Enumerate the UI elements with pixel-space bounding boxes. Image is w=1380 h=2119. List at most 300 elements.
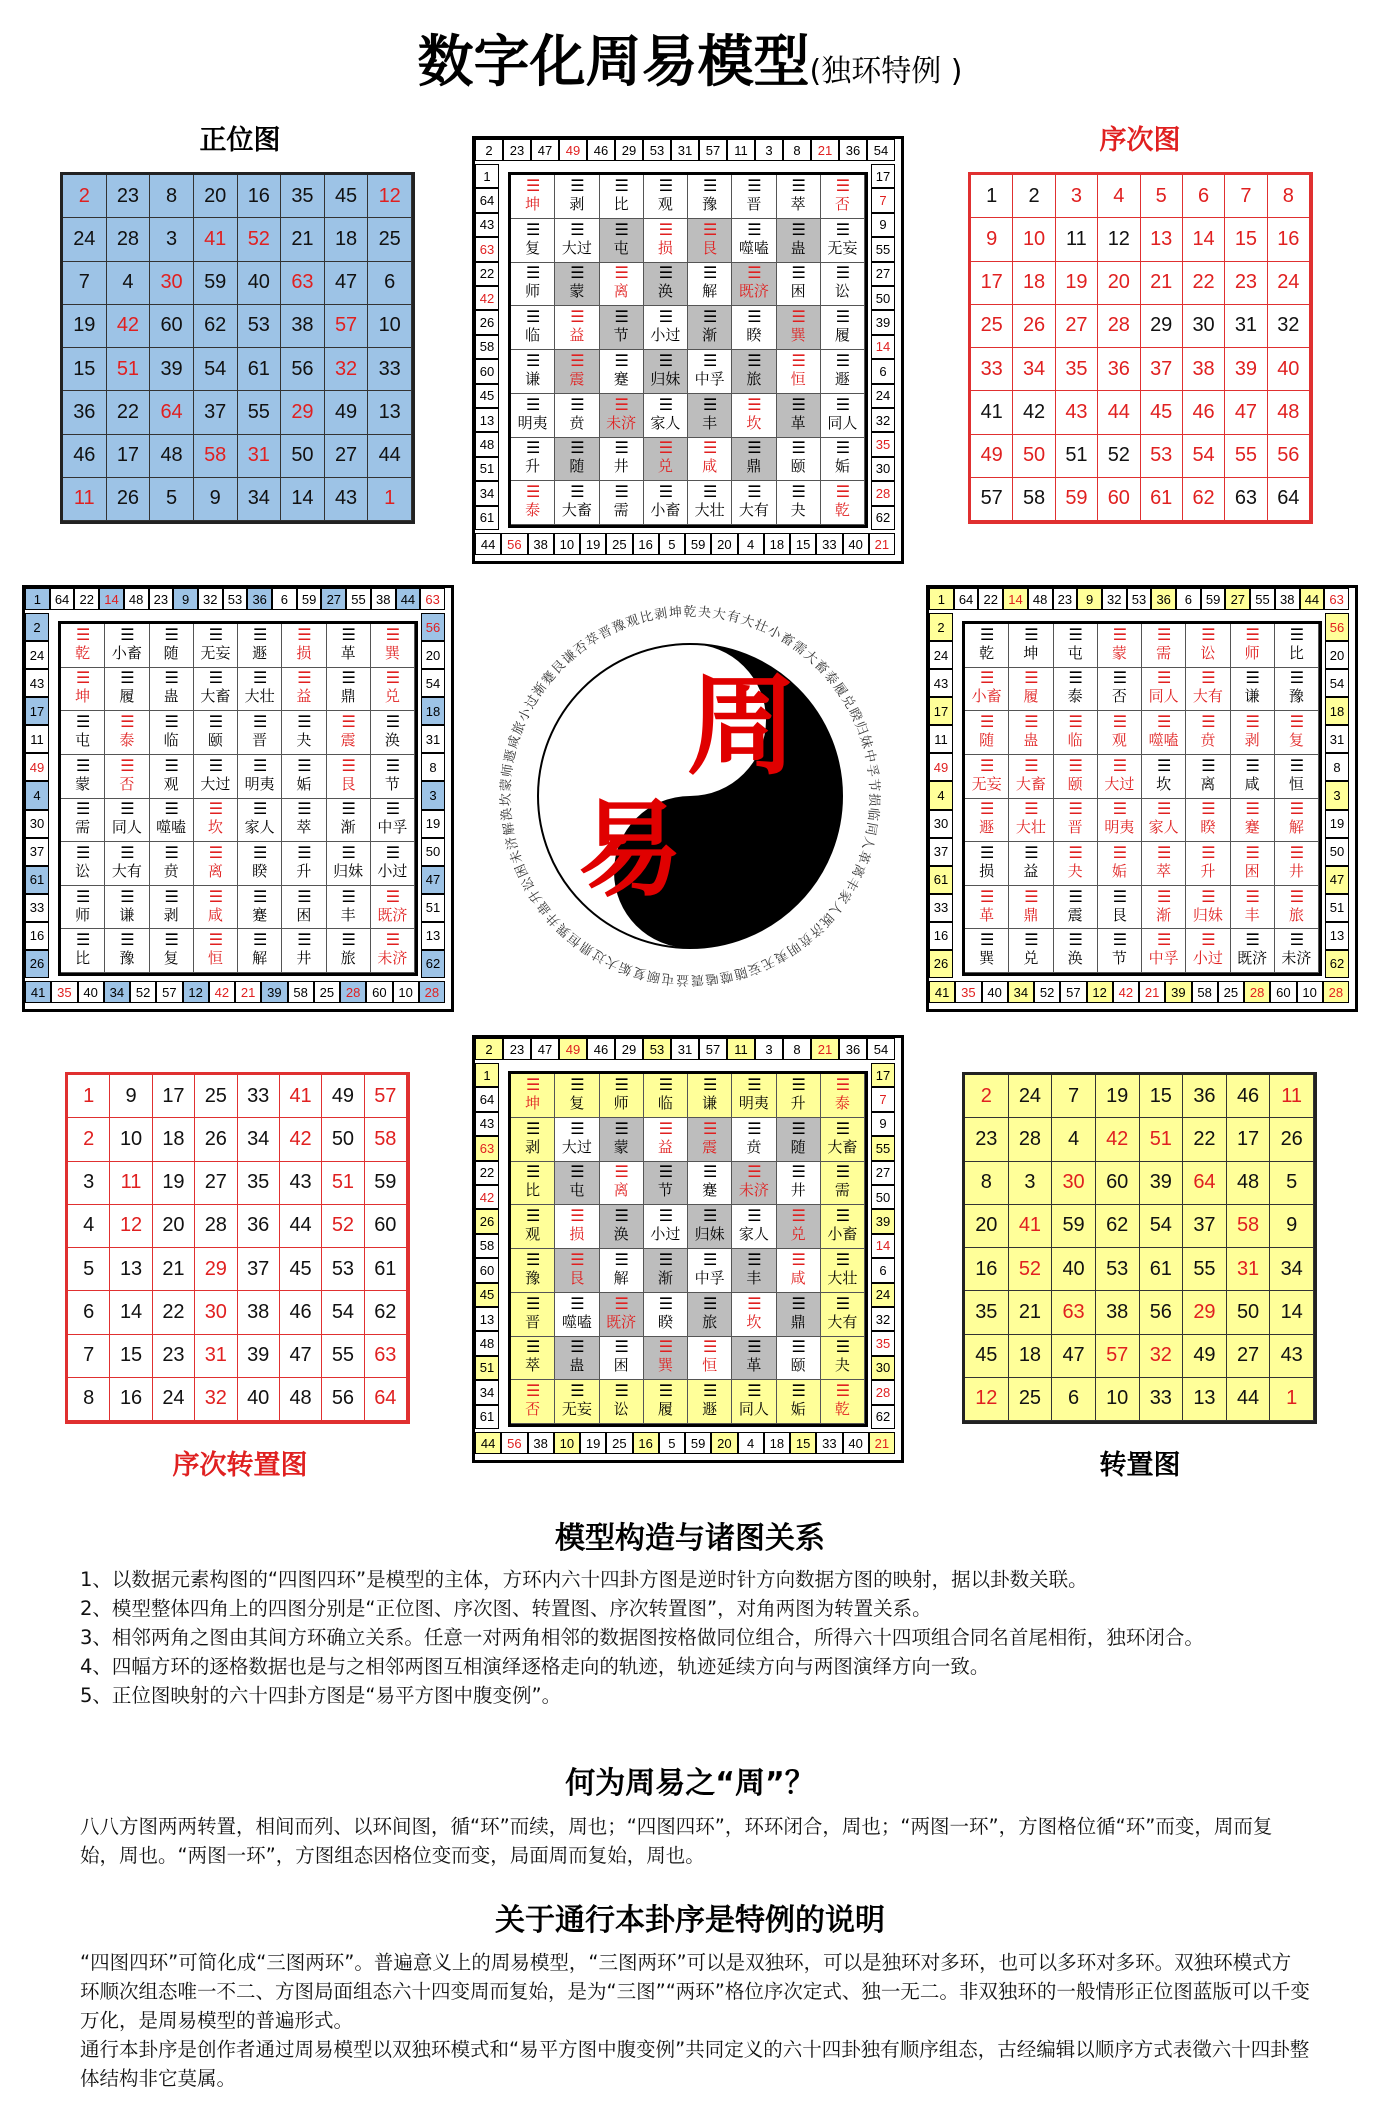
ring-character: 人 (858, 834, 877, 852)
trigram-icon: ☰ (702, 219, 717, 239)
hexagram-name: 复 (1288, 731, 1304, 750)
ring-cell: 36 (247, 588, 272, 610)
trigram-icon: ☰ (120, 886, 134, 906)
grid-cell: 27 (325, 435, 369, 478)
ring-cell: 64 (475, 188, 499, 212)
hexagram-cell (600, 1118, 644, 1162)
hexagram-name: 同人 (111, 818, 142, 837)
hexagram-cell (821, 175, 865, 219)
grid-cell: 52 (238, 218, 282, 261)
hexagram-name: 归妹 (333, 861, 364, 880)
hexagram-name: 艮 (1111, 905, 1127, 924)
trigram-icon: ☰ (570, 307, 584, 327)
para-1-1: 1、以数据元素构图的“四图四环”是模型的主体，方环内六十四卦方图是逆时针方向数据方图的映射，据以卦数关联。 (80, 1568, 1088, 1591)
hexagram-name: 节 (1111, 949, 1127, 968)
hexagram-name: 姤 (1111, 861, 1127, 880)
hexagram-cell (732, 350, 776, 394)
ring-cell: 26 (475, 310, 499, 334)
ring-cell: 30 (25, 810, 49, 838)
ring-character: 家 (834, 886, 854, 906)
hexagram-cell (327, 624, 371, 668)
grid-cell: 33 (238, 1075, 280, 1118)
ring-cell: 44 (1300, 588, 1325, 610)
ring-character: 过 (522, 692, 543, 712)
ring-cell: 22 (475, 1161, 499, 1185)
ring-cell: 21 (811, 139, 839, 161)
hexagram-cell (555, 1337, 599, 1381)
trigram-icon: ☰ (120, 712, 134, 732)
trigram-icon: ☰ (1289, 799, 1304, 819)
grid-cell: 19 (1096, 1075, 1140, 1118)
ring-character: 蒙 (498, 778, 515, 793)
hexagram-cell (194, 668, 238, 712)
grid-cell: 18 (1009, 1335, 1053, 1378)
ring-cell: 46 (587, 1038, 615, 1060)
hexagram-cell (105, 842, 149, 886)
grid-cell: 54 (322, 1291, 364, 1334)
ring-character: 坤 (668, 605, 683, 622)
grid-cell: 30 (150, 262, 194, 305)
ring-cell: 23 (503, 1038, 531, 1060)
ring-cell: 10 (393, 981, 419, 1003)
hexagram-name: 既济 (606, 1312, 637, 1331)
hexagram-cell (1054, 842, 1098, 886)
ring-cell: 37 (25, 838, 49, 866)
hexagram-cell (194, 799, 238, 843)
grid-cell: 14 (1270, 1291, 1314, 1334)
ring-cell: 26 (475, 1209, 499, 1233)
trigram-icon: ☰ (702, 1206, 717, 1226)
grid-cell: 6 (1052, 1378, 1096, 1421)
grid-cell: 53 (1141, 435, 1183, 478)
grid-cell: 28 (1098, 305, 1140, 348)
hexagram-name: 需 (834, 1181, 850, 1200)
hexagram-cell (1054, 886, 1098, 930)
trigram-icon: ☰ (835, 1337, 850, 1357)
grid-cell: 53 (1096, 1248, 1140, 1291)
trigram-icon: ☰ (835, 482, 850, 502)
trigram-icon: ☰ (570, 482, 584, 502)
hexagram-cell (105, 624, 149, 668)
ring-cell: 44 (475, 533, 501, 555)
ring-cell: 55 (346, 588, 371, 610)
hexagram-name: 中孚 (377, 818, 408, 837)
trigram-icon: ☰ (570, 219, 584, 239)
hexagram-name: 大畜 (1015, 774, 1046, 793)
hexagram-name: 蒙 (75, 774, 91, 793)
hexagram-cell (371, 886, 415, 930)
grid-cell: 41 (971, 391, 1013, 434)
hexagram-cell (644, 263, 688, 307)
grid-cell: 59 (365, 1162, 407, 1205)
ring-cell: 63 (475, 1136, 499, 1160)
ring-cell: 58 (288, 981, 314, 1003)
trigram-icon: ☰ (297, 930, 311, 950)
hexagram-name: 大畜 (561, 501, 592, 520)
hexagram-cell (821, 1380, 865, 1424)
grid-cell: 56 (1140, 1291, 1184, 1334)
hexagram-name: 归妹 (694, 1225, 725, 1244)
hexagram-cell (821, 1293, 865, 1337)
grid-cell: 39 (1225, 348, 1267, 391)
ring-character: 遯 (502, 748, 520, 765)
hexagram-name: 巽 (790, 326, 806, 345)
grid-cell: 24 (63, 218, 107, 261)
ring-character: 小 (515, 705, 535, 725)
hexagram-name: 师 (525, 282, 541, 301)
grid-cell: 6 (68, 1291, 110, 1334)
hexagram-name: 履 (119, 687, 135, 706)
hexagram-cell (600, 306, 644, 350)
hexagram-name: 夬 (790, 501, 806, 520)
ring-cell: 64 (954, 588, 979, 610)
grid-cell: 30 (1052, 1162, 1096, 1205)
ring-character: 鼎 (577, 937, 597, 958)
hexagram-cell (327, 711, 371, 755)
grid-cell: 64 (1183, 1162, 1227, 1205)
ring-cell: 38 (528, 533, 554, 555)
grid-cell: 13 (110, 1248, 152, 1291)
hexagram-name: 无妄 (971, 774, 1002, 793)
ring-cell: 18 (764, 1432, 790, 1454)
hexagram-cell (511, 1380, 555, 1424)
xuci-zhuanzhi-grid (65, 1072, 410, 1424)
trigram-icon: ☰ (747, 438, 761, 458)
hexagram-name: 恒 (702, 1356, 718, 1375)
hexagram-cell (777, 1074, 821, 1118)
hexagram-cell (600, 1337, 644, 1381)
trigram-icon: ☰ (1112, 624, 1127, 644)
hexagram-name: 巽 (979, 949, 995, 968)
trigram-icon: ☰ (835, 307, 850, 327)
zhuanzhi-grid (962, 1072, 1317, 1424)
trigram-icon: ☰ (835, 1206, 850, 1226)
grid-cell: 17 (971, 262, 1013, 305)
ring-cell: 9 (1077, 588, 1102, 610)
grid-cell: 4 (1098, 175, 1140, 218)
trigram-icon: ☰ (252, 842, 267, 862)
trigram-icon: ☰ (570, 438, 584, 458)
hexagram-cell (238, 799, 282, 843)
hexagram-cell (1098, 624, 1142, 668)
trigram-icon: ☰ (341, 799, 355, 819)
hexagram-name: 坤 (525, 1093, 541, 1112)
hexagram-name: 咸 (207, 905, 223, 924)
hexagram-name: 豫 (702, 194, 718, 213)
trigram-icon: ☰ (1156, 799, 1171, 819)
grid-cell: 53 (322, 1248, 364, 1291)
ring-cell: 4 (738, 1432, 764, 1454)
ring-cell: 28 (871, 481, 895, 505)
trigram-icon: ☰ (747, 394, 761, 414)
ring-cell: 52 (130, 981, 156, 1003)
trigram-icon: ☰ (164, 624, 178, 644)
hexagram-cell (61, 842, 105, 886)
trigram-icon: ☰ (791, 1249, 805, 1269)
grid-cell: 25 (195, 1075, 237, 1118)
ring-cell: 52 (1034, 981, 1060, 1003)
trigram-icon: ☰ (1024, 755, 1038, 775)
grid-cell: 22 (107, 391, 151, 434)
hexagram-name: 睽 (657, 1312, 673, 1331)
hexagram-name: 颐 (790, 457, 806, 476)
ring-cell: 28 (419, 981, 445, 1003)
ring-cell: 57 (699, 139, 727, 161)
trigram-icon: ☰ (658, 175, 673, 195)
hexagram-name: 大有 (827, 1312, 858, 1331)
hexagram-cell (555, 219, 599, 263)
trigram-icon: ☰ (702, 263, 717, 283)
trigram-icon: ☰ (1289, 930, 1304, 950)
hexagram-name: 大过 (200, 774, 231, 793)
hexagram-cell (1009, 711, 1053, 755)
grid-cell: 34 (238, 1118, 280, 1161)
ring-character: 益 (675, 971, 690, 988)
ring-character: 颐 (645, 967, 662, 985)
grid-cell: 40 (1052, 1248, 1096, 1291)
trigram-icon: ☰ (341, 755, 355, 775)
ring-character: 萃 (583, 630, 603, 650)
hexagram-name: 复 (163, 949, 179, 968)
trigram-icon: ☰ (385, 668, 400, 688)
hexagram-cell (644, 481, 688, 525)
hexagram-name: 蹇 (252, 905, 268, 924)
trigram-icon: ☰ (835, 175, 850, 195)
hexagram-name: 升 (790, 1093, 806, 1112)
hexagram-name: 随 (569, 457, 585, 476)
hexagram-name: 泰 (119, 731, 135, 750)
hexagram-cell (61, 799, 105, 843)
trigram-icon: ☰ (1068, 755, 1082, 775)
trigram-icon: ☰ (614, 219, 628, 239)
hexagram-name: 蹇 (1244, 818, 1260, 837)
grid-cell: 49 (322, 1075, 364, 1118)
hexagram-cell (1275, 886, 1319, 930)
ring-character: 艮 (549, 657, 569, 678)
ring-cell: 57 (1060, 981, 1086, 1003)
trigram-icon: ☰ (791, 263, 805, 283)
ring-cell: 50 (871, 1185, 895, 1209)
trigram-icon: ☰ (1068, 712, 1082, 732)
grid-cell: 14 (110, 1291, 152, 1334)
hexagram-cell (511, 263, 555, 307)
ring-cell: 29 (615, 139, 643, 161)
hexagram-cell (371, 668, 415, 712)
hexagram-name: 坤 (525, 194, 541, 213)
hexagram-name: 贲 (163, 861, 179, 880)
trigram-icon: ☰ (1201, 799, 1215, 819)
grid-cell: 5 (68, 1248, 110, 1291)
hexagram-name: 师 (75, 905, 91, 924)
hexagram-cell (511, 438, 555, 482)
grid-cell: 49 (325, 391, 369, 434)
grid-cell: 5 (150, 478, 194, 521)
trigram-icon: ☰ (835, 263, 850, 283)
hexagram-cell (821, 306, 865, 350)
hexagram-cell (732, 1205, 776, 1249)
ring-cell: 33 (816, 1432, 842, 1454)
trigram-icon: ☰ (1289, 712, 1304, 732)
ring-character: 谦 (559, 647, 580, 668)
ring-cell: 3 (755, 139, 783, 161)
ring-character: 剥 (653, 606, 669, 624)
hexagram-name: 无妄 (200, 643, 231, 662)
trigram-icon: ☰ (747, 175, 761, 195)
hexagram-name: 升 (1200, 861, 1216, 880)
ring-cell: 35 (51, 981, 77, 1003)
grid-cell: 58 (1013, 478, 1055, 521)
grid-cell: 40 (1268, 348, 1310, 391)
para-1-2: 2、模型整体四角上的四图分别是“正位图、序次图、转置图、序次转置图”，对角两图为转置关系。 (80, 1597, 932, 1620)
trigram-icon: ☰ (702, 1337, 717, 1357)
grid-cell: 45 (1141, 391, 1183, 434)
trigram-icon: ☰ (658, 263, 673, 283)
grid-cell: 17 (153, 1075, 195, 1118)
grid-cell: 11 (63, 478, 107, 521)
hexagram-cell (688, 175, 732, 219)
ring-cell: 25 (314, 981, 340, 1003)
ring-cell: 6 (871, 1258, 895, 1282)
hexagram-name: 坎 (746, 413, 762, 432)
ring-cell: 30 (929, 810, 953, 838)
grid-cell: 50 (322, 1118, 364, 1161)
grid-cell: 41 (280, 1075, 322, 1118)
hexagram-cell (600, 219, 644, 263)
hexagram-panel-bottom (508, 1071, 868, 1427)
grid-cell: 17 (107, 435, 151, 478)
grid-cell: 63 (1052, 1291, 1096, 1334)
hexagram-name: 贲 (1200, 731, 1216, 750)
ring-cell: 39 (1165, 981, 1191, 1003)
grid-cell: 28 (107, 218, 151, 261)
trigram-icon: ☰ (525, 394, 540, 414)
trigram-icon: ☰ (1201, 712, 1215, 732)
grid-cell: 57 (1096, 1335, 1140, 1378)
trigram-icon: ☰ (120, 842, 134, 862)
trigram-icon: ☰ (658, 1381, 673, 1401)
hexagram-name: 明夷 (244, 774, 275, 793)
trigram-icon: ☰ (1201, 624, 1215, 644)
hexagram-name: 小畜 (827, 1225, 858, 1244)
hexagram-cell (688, 1205, 732, 1249)
hexagram-cell (1186, 799, 1230, 843)
hexagram-name: 剥 (163, 905, 179, 924)
hexagram-name: 丰 (1244, 905, 1260, 924)
grid-cell: 48 (1227, 1162, 1271, 1205)
ring-cell: 40 (982, 981, 1008, 1003)
trigram-icon: ☰ (1156, 624, 1171, 644)
hexagram-cell (1098, 886, 1142, 930)
trigram-icon: ☰ (570, 175, 584, 195)
trigram-icon: ☰ (702, 1381, 717, 1401)
trigram-icon: ☰ (385, 930, 400, 950)
ring-cell: 24 (871, 384, 895, 408)
hexagram-cell (821, 1118, 865, 1162)
trigram-icon: ☰ (385, 799, 400, 819)
trigram-icon: ☰ (75, 930, 90, 950)
trigram-icon: ☰ (1068, 930, 1082, 950)
trigram-icon: ☰ (702, 394, 717, 414)
ring-character: 大 (603, 952, 622, 972)
hexagram-cell (1275, 711, 1319, 755)
grid-cell: 20 (153, 1205, 195, 1248)
hexagram-cell (1142, 886, 1186, 930)
hexagram-cell (194, 624, 238, 668)
trigram-icon: ☰ (747, 1206, 761, 1226)
ring-cell: 21 (869, 533, 895, 555)
trigram-icon: ☰ (747, 307, 761, 327)
hexagram-cell (150, 842, 194, 886)
grid-cell: 16 (110, 1378, 152, 1421)
grid-cell: 46 (63, 435, 107, 478)
hexagram-name: 家人 (738, 1225, 769, 1244)
ring-cell: 59 (1201, 588, 1226, 610)
hexagram-cell (327, 886, 371, 930)
hexagram-cell (600, 1162, 644, 1206)
hexagram-name: 井 (790, 1181, 806, 1200)
ring-cell: 61 (25, 866, 49, 894)
trigram-icon: ☰ (1201, 842, 1215, 862)
ring-cell: 20 (711, 1432, 737, 1454)
trigram-icon: ☰ (1245, 886, 1259, 906)
trigram-icon: ☰ (570, 1381, 584, 1401)
hexagram-name: 豫 (119, 949, 135, 968)
grid-cell: 38 (281, 305, 325, 348)
grid-cell: 3 (68, 1162, 110, 1205)
hexagram-cell (61, 711, 105, 755)
trigram-icon: ☰ (525, 1118, 540, 1138)
hexagram-cell (511, 175, 555, 219)
grid-cell: 34 (1270, 1248, 1314, 1291)
grid-cell: 22 (1183, 1118, 1227, 1161)
grid-cell: 48 (1268, 391, 1310, 434)
hexagram-name: 损 (657, 238, 673, 257)
grid-cell: 7 (1052, 1075, 1096, 1118)
trigram-icon: ☰ (297, 755, 311, 775)
hexagram-name: 小过 (1192, 949, 1223, 968)
grid-cell: 25 (368, 218, 412, 261)
grid-cell: 4 (68, 1205, 110, 1248)
hexagram-cell (1275, 755, 1319, 799)
hexagram-name: 大过 (561, 238, 592, 257)
trigram-icon: ☰ (702, 1118, 717, 1138)
hexagram-name: 履 (834, 326, 850, 345)
hexagram-name: 革 (746, 1356, 762, 1375)
ring-character: 蛊 (534, 898, 555, 918)
trigram-icon: ☰ (208, 712, 223, 732)
ring-cell: 8 (1325, 753, 1349, 781)
ring-cell: 64 (475, 1087, 499, 1111)
hexagram-name: 未济 (377, 949, 408, 968)
grid-cell: 47 (1052, 1335, 1096, 1378)
hexagram-cell (777, 1249, 821, 1293)
hexagram-name: 困 (1244, 861, 1260, 880)
ring-cell: 60 (366, 981, 392, 1003)
hexagram-name: 明夷 (517, 413, 548, 432)
trigram-icon: ☰ (297, 842, 311, 862)
trigram-icon: ☰ (525, 307, 540, 327)
grid-cell: 51 (1056, 435, 1098, 478)
hexagram-cell (644, 350, 688, 394)
grid-cell: 7 (63, 262, 107, 305)
ring-cell: 43 (475, 213, 499, 237)
ring-cell: 61 (475, 1405, 499, 1429)
trigram-icon: ☰ (702, 307, 717, 327)
ring-character: 随 (732, 963, 749, 982)
grid-cell: 9 (971, 218, 1013, 261)
hexagram-name: 中孚 (694, 369, 725, 388)
trigram-icon: ☰ (1112, 668, 1127, 688)
